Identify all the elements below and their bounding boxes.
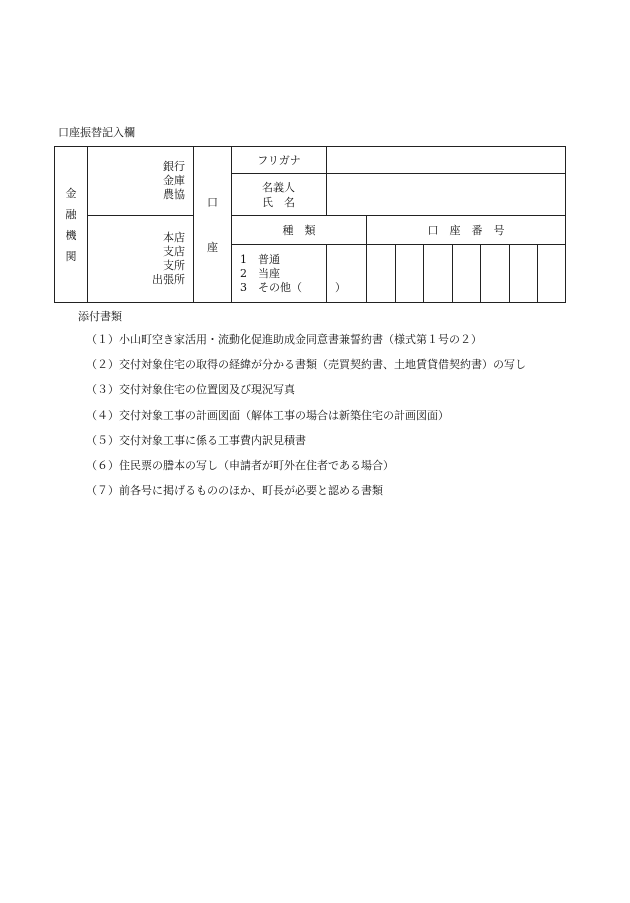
kind-option[interactable]: 1 普通 xyxy=(240,252,280,266)
kind-option[interactable]: 2 当座 xyxy=(240,266,280,280)
attachments-list xyxy=(86,333,526,509)
kind-option[interactable]: 3 その他（ ） xyxy=(240,280,346,294)
account-number-digit[interactable] xyxy=(481,245,510,303)
holder-name-field[interactable] xyxy=(327,174,566,216)
financial-institution-label: 金 融 機 関 xyxy=(55,147,88,303)
attachments-title: 添付書類 xyxy=(78,310,122,323)
list-item: （４）交付対象工事の計画図面（解体工事の場合は新築住宅の計画図面） xyxy=(86,408,449,422)
section-title: 口座振替記入欄 xyxy=(58,126,135,139)
list-item: （６）住民票の謄本の写し（申請者が町外在住者である場合） xyxy=(86,458,394,472)
list-item: （２）交付対象住宅の取得の経緯が分かる書類（売買契約書、土地賃貸借契約書）の写し xyxy=(86,358,526,372)
bank-type-cell: 銀行 金庫 農協 xyxy=(88,147,194,216)
furigana-field[interactable] xyxy=(327,147,566,174)
account-number-header: 口 座 番 号 xyxy=(367,216,566,245)
furigana-label: フリガナ xyxy=(232,147,327,174)
account-number-digit[interactable] xyxy=(510,245,538,303)
account-number-digit[interactable] xyxy=(453,245,481,303)
kind-header: 種 類 xyxy=(232,216,367,245)
holder-name-label: 名義人 氏 名 xyxy=(232,174,327,216)
account-number-digit[interactable] xyxy=(538,245,566,303)
account-number-digit[interactable] xyxy=(424,245,453,303)
account-number-digit[interactable] xyxy=(367,245,396,303)
list-item: （７）前各号に掲げるもののほか、町長が必要と認める書類 xyxy=(86,484,383,498)
list-item: （５）交付対象工事に係る工事費内訳見積書 xyxy=(86,433,306,447)
branch-type-cell: 本店 支店 支所 出張所 xyxy=(88,216,194,303)
list-item: （３）交付対象住宅の位置図及び現況写真 xyxy=(86,383,295,397)
account-kind-options[interactable] xyxy=(232,245,346,303)
account-transfer-table xyxy=(54,146,566,303)
account-number-digit[interactable] xyxy=(396,245,424,303)
list-item: （１）小山町空き家活用・流動化促進助成金同意書兼誓約書（様式第１号の２） xyxy=(86,333,482,346)
account-label: 口 座 xyxy=(194,147,232,303)
